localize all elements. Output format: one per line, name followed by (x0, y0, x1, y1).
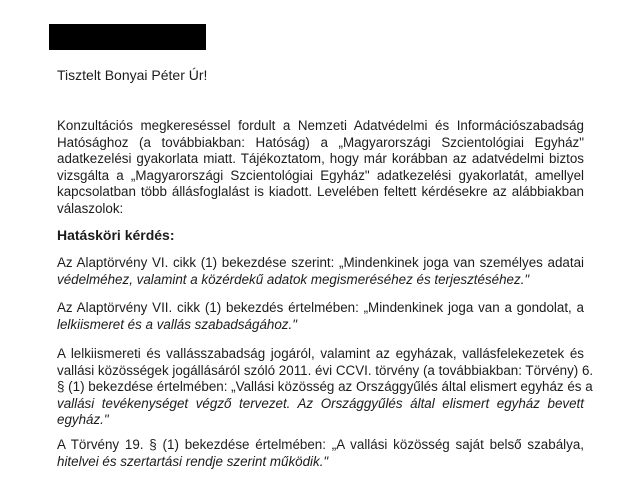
intro-line: válaszolok: (57, 200, 124, 216)
intro-line: Hatósághoz (a továbbiakban: Hatóság) a „Magyarországi Szcientológiai Egyház" (57, 134, 584, 150)
paragraph-1 (57, 255, 584, 288)
intro-line: kapcsolatban több állásfoglalást is kiadott. Levelében feltett kérdésekre az alábbiakban (57, 184, 584, 199)
paragraph-line: A Törvény 19. § (1) bekezdése értelmében: „A vallási közösség saját belső szabálya, (57, 437, 584, 452)
paragraph-line: A lelkiismereti és vallásszabadság jogáról, valamint az egyházak, vallásfelekezetek és (57, 346, 584, 361)
paragraph-line: vallási tevékenységet végző tervezet. Az Országgyűlés által elismert egyház bevett (57, 395, 584, 411)
redacted-block (49, 24, 206, 50)
intro-line: vizsgálta a „Magyarországi Szcientológiai Egyház" adatkezelési gyakorlatát, amellyel (57, 167, 584, 183)
paragraph-line: § (1) bekezdése értelmében: „Vallási közösség az Országgyűlés által elismert egyház és a (57, 379, 593, 394)
paragraph-line: lelkiismeret és a vallás szabadságához." (57, 316, 297, 332)
paragraph-line: vallási közösségek jogállásáról szóló 2011. évi CCVI. törvény (a továbbiakban: Törvény) 6. (57, 362, 594, 378)
paragraph-line: hitelvei és szertartási rendje szerint működik." (57, 453, 329, 469)
section-heading: Hatásköri kérdés: (57, 227, 175, 243)
paragraph-line: Az Alaptörvény VI. cikk (1) bekezdése szerint: „Mindenkinek joga van személyes adatai (57, 255, 584, 270)
intro-line: Konzultációs megkereséssel fordult a Nemzeti Adatvédelmi és Információszabadság (57, 118, 584, 133)
intro-line: adatkezelési gyakorlata miatt. Tájékoztatom, hogy már korábban az adatvédelmi biztos (57, 151, 584, 166)
paragraph-line: egyház." (57, 412, 109, 427)
paragraph-2 (57, 300, 584, 333)
intro-paragraph (57, 118, 584, 217)
paragraph-4 (57, 437, 584, 470)
paragraph-line: védelméhez, valamint a közérdekű adatok megismeréséhez és terjesztéséhez." (57, 271, 530, 287)
salutation: Tisztelt Bonyai Péter Úr! (57, 67, 208, 83)
paragraph-line: Az Alaptörvény VII. cikk (1) bekezdés értelmében: „Mindenkinek joga van a gondolat, a (57, 300, 584, 315)
paragraph-3 (57, 346, 594, 429)
